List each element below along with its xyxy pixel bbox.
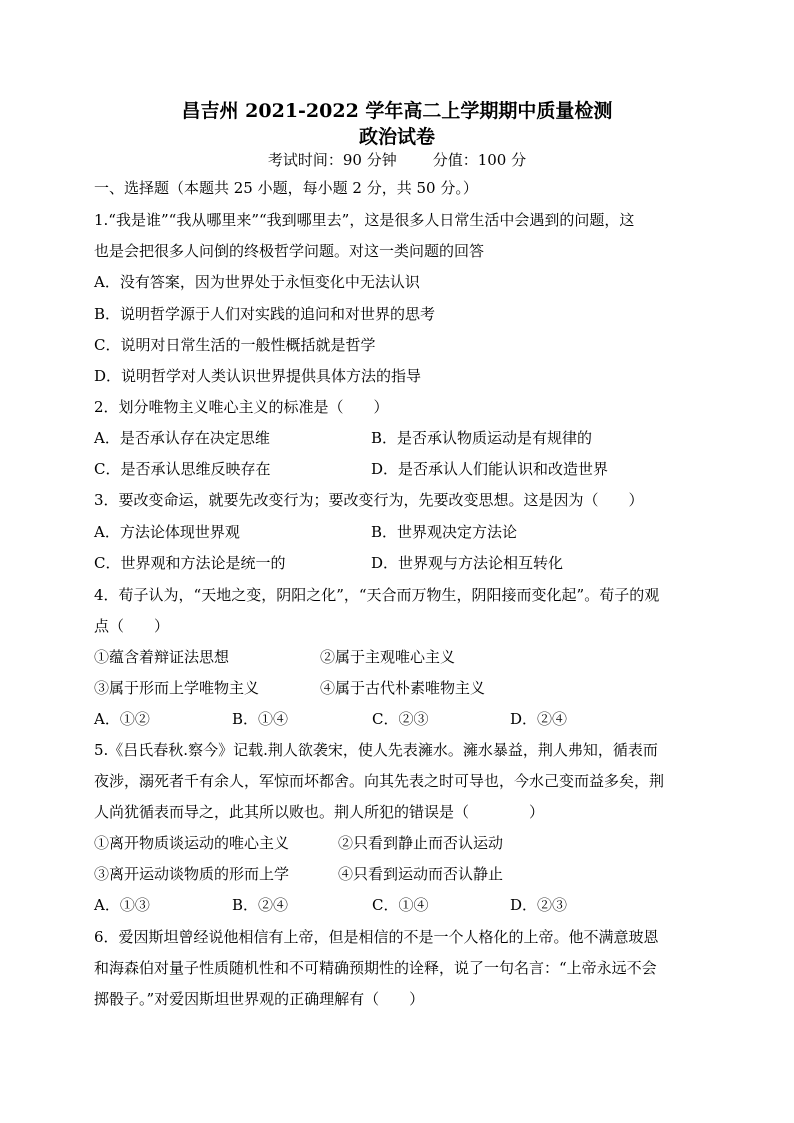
q2-options-row2 bbox=[94, 459, 609, 479]
q5-statement-3: ③离开运动谈物质的形而上学 bbox=[94, 865, 290, 883]
q3-options-row1 bbox=[94, 522, 518, 542]
q6-stem-line2: 和海森伯对量子性质随机性和不可精确预期性的诠释，说了一句名言：“上帝永远不会 bbox=[94, 959, 657, 977]
q5-statement-4: ④只看到运动而否认静止 bbox=[338, 865, 504, 883]
q5-stem-line2: 夜涉，溺死者千有余人，军惊而坏都舍。向其先表之时可导也，今水己变而益多矣，荆 bbox=[94, 772, 665, 790]
q4-statements-row1 bbox=[94, 647, 456, 667]
q5-statements-row2 bbox=[94, 864, 504, 884]
q5-option-d: D．②③ bbox=[510, 896, 568, 914]
q3-option-b: B．世界观决定方法论 bbox=[371, 523, 518, 541]
q5-statement-2: ②只看到静止而否认运动 bbox=[338, 834, 504, 852]
q3-options-row2 bbox=[94, 553, 564, 573]
q4-option-a: A．①② bbox=[94, 710, 150, 728]
q3-option-c: C．世界观和方法论是统一的 bbox=[94, 554, 286, 572]
q1-option-a: A．没有答案，因为世界处于永恒变化中无法认识 bbox=[94, 273, 420, 291]
exam-meta bbox=[0, 149, 794, 170]
q4-statement-1: ①蕴含着辩证法思想 bbox=[94, 648, 230, 666]
q2-option-c: C．是否承认思维反映存在 bbox=[94, 460, 271, 478]
exam-score: 分值：100 分 bbox=[432, 151, 527, 169]
q5-statement-1: ①离开物质谈运动的唯心主义 bbox=[94, 834, 290, 852]
q1-stem-line2: 也是会把很多人问倒的终极哲学问题。对这一类问题的回答 bbox=[94, 242, 485, 260]
q1-option-c: C．说明对日常生活的一般性概括就是哲学 bbox=[94, 336, 376, 354]
q5-option-c: C．①④ bbox=[372, 896, 429, 914]
q4-option-d: D．②④ bbox=[510, 710, 568, 728]
q1-option-d: D．说明哲学对人类认识世界提供具体方法的指导 bbox=[94, 367, 422, 385]
exam-time: 考试时间：90 分钟 bbox=[267, 151, 397, 169]
q5-statements-row1 bbox=[94, 833, 504, 853]
q1-stem-line1: 1.“我是谁”“我从哪里来”“我到哪里去”，这是很多人日常生活中会遇到的问题，这 bbox=[94, 211, 635, 229]
section-heading: 一、选择题（本题共 25 小题，每小题 2 分，共 50 分。） bbox=[94, 179, 478, 197]
q3-stem: 3．要改变命运，就要先改变行为；要改变行为，先要改变思想。这是因为（ ） bbox=[94, 491, 644, 509]
q4-stem-line2: 点（ ） bbox=[94, 617, 170, 635]
q5-stem-line3: 人尚犹循表而导之，此其所以败也。荆人所犯的错误是（ ） bbox=[94, 803, 545, 821]
q4-statement-2: ②属于主观唯心主义 bbox=[320, 648, 456, 666]
q6-stem-line3: 掷骰子。”对爱因斯坦世界观的正确理解有（ ） bbox=[94, 990, 425, 1008]
q4-option-c: C．②③ bbox=[372, 710, 429, 728]
q1-option-b: B．说明哲学源于人们对实践的追问和对世界的思考 bbox=[94, 305, 436, 323]
q5-option-b: B．②④ bbox=[232, 896, 289, 914]
q4-options-row bbox=[94, 709, 568, 729]
q3-option-a: A．方法论体现世界观 bbox=[94, 523, 240, 541]
q5-options-row bbox=[94, 895, 568, 915]
q5-stem-line1: 5.《吕氏春秋.察今》记载.荆人欲袭宋，使人先表澭水。澭水暴益，荆人弗知，循表而 bbox=[94, 741, 658, 759]
q2-stem: 2．划分唯物主义唯心主义的标准是（ ） bbox=[94, 398, 389, 416]
q4-stem-line1: 4．荀子认为，“天地之变，阴阳之化”，“天合而万物生，阴阳接而变化起”。荀子的观 bbox=[94, 586, 660, 604]
q2-option-a: A．是否承认存在决定思维 bbox=[94, 429, 270, 447]
q6-stem-line1: 6．爱因斯坦曾经说他相信有上帝，但是相信的不是一个人格化的上帝。他不满意玻恩 bbox=[94, 928, 659, 946]
q4-statements-row2 bbox=[94, 678, 486, 698]
q3-option-d: D．世界观与方法论相互转化 bbox=[371, 554, 564, 572]
q2-options-row1 bbox=[94, 428, 593, 448]
exam-title: 昌吉州 2021-2022 学年高二上学期期中质量检测 bbox=[181, 100, 613, 122]
q2-option-d: D．是否承认人们能认识和改造世界 bbox=[371, 460, 609, 478]
q4-option-b: B．①④ bbox=[232, 710, 289, 728]
q2-option-b: B．是否承认物质运动是有规律的 bbox=[371, 429, 593, 447]
exam-subject: 政治试卷 bbox=[358, 126, 435, 148]
q4-statement-3: ③属于形而上学唯物主义 bbox=[94, 679, 260, 697]
q5-option-a: A．①③ bbox=[94, 896, 150, 914]
q4-statement-4: ④属于古代朴素唯物主义 bbox=[320, 679, 486, 697]
